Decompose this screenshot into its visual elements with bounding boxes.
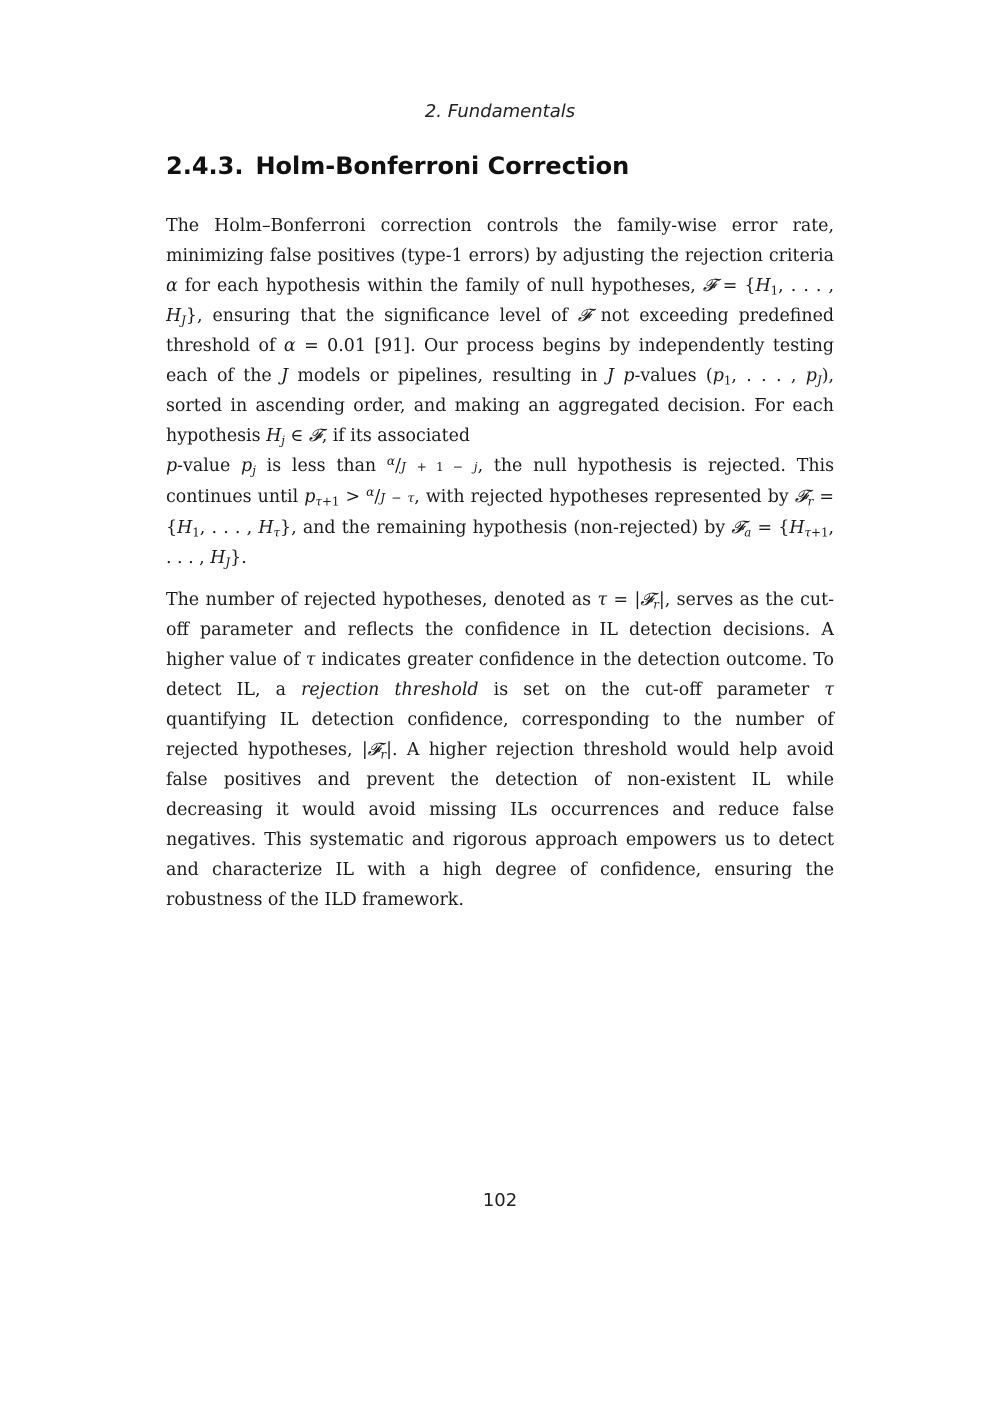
section-number: 2.4.3.	[166, 152, 244, 180]
text-run: models or pipelines, resulting in	[288, 366, 607, 386]
math-p: p	[166, 456, 178, 476]
math-family-definition: 𝓕 = {$H_1$, . . . , $H_J$}	[166, 276, 834, 328]
text-run: The number of rejected hypotheses, denoted as	[166, 590, 598, 610]
text-run: , sorted in ascending order, and making an aggregated decision. For each hypothesis	[166, 366, 835, 446]
math-pvalues-tuple: ($p_1$, . . . , $p_J$)	[705, 366, 829, 388]
text-run: , and the remaining hypothesis (non-rejected) by	[291, 518, 732, 538]
math-tau: τ	[824, 680, 834, 700]
math-threshold-j: $^\alpha$/J + 1 − j	[386, 453, 478, 476]
math-Fa-definition: 𝓕$_a$ = {$H_{\tau+1}$, . . . , $H_J$}	[166, 518, 835, 570]
term-rejection-threshold: rejection threshold	[301, 680, 479, 700]
text-run: quantifying IL detection confidence, corresponding to the number of rejected hypotheses,	[166, 710, 834, 760]
math-Fr-abs: |𝓕$_r$|	[361, 740, 393, 762]
math-Fr-definition: 𝓕$_r$ = {$H_1$, . . . , $H_\tau$}	[166, 487, 834, 540]
running-header: 2. Fundamentals	[424, 101, 576, 122]
math-alpha: α	[166, 276, 178, 296]
text-run: , with rejected hypotheses represented by	[414, 487, 795, 507]
math-tau-definition: τ = |𝓕$_r$|	[597, 590, 665, 612]
paragraph-1	[166, 211, 834, 573]
math-family-symbol: 𝓕	[577, 306, 591, 326]
text-run: is less than	[255, 456, 387, 476]
text-run: . Our process begins by independently testing each of the	[166, 336, 835, 386]
text-run: for each hypothesis within the family of null hypotheses,	[177, 276, 703, 296]
text-run: .	[241, 548, 247, 568]
text-run: , the null hypothesis is rejected. This continues until	[166, 456, 835, 507]
body-text	[166, 211, 834, 927]
text-run: -value	[177, 456, 242, 476]
math-stop-condition: $p_{\tau+1} > ^\alpha/J - \tau$	[304, 484, 415, 509]
text-run: , if its associated	[321, 426, 471, 446]
math-J: J	[281, 366, 289, 386]
section-heading	[166, 152, 629, 180]
math-pj: $p_j$	[241, 456, 256, 478]
text-run: -values	[634, 366, 706, 386]
page-number: 102	[482, 1190, 518, 1211]
text-run: is set on the cut-off parameter	[478, 680, 825, 700]
math-J-p: J p	[607, 366, 635, 386]
text-run: not exceeding predefined threshold of	[166, 306, 835, 356]
math-alpha-threshold: α = 0.01	[283, 336, 366, 356]
math-Hj-in-F: $H_j$ ∈ 𝓕	[266, 426, 322, 448]
text-run: . A higher rejection threshold would help avoid false positives and prevent the detection of non-existent IL while decreasing it would avoid missing ILs occurrences and reduce false negatives. This systematic and rigorous approach empowers us to detect and characterize IL with a high degree of confidence, ensuring the robustness of the ILD framework.	[166, 740, 834, 910]
section-title: Holm-Bonferroni Correction	[255, 152, 630, 180]
text-run: indicates greater confidence in the detection outcome. To detect IL, a	[166, 650, 835, 700]
paragraph-2	[166, 585, 834, 915]
text-run: , serves as the cut-off parameter and reflects the confidence in IL detection decisions. A higher value of	[166, 590, 834, 670]
text-run: The Holm–Bonferroni correction controls the family-wise error rate, minimizing false positives (type-1 errors) by adjusting the rejection criteria	[166, 216, 834, 266]
citation: [91]	[374, 336, 411, 356]
text-run: , ensuring that the significance level of	[197, 306, 578, 326]
math-tau: τ	[305, 650, 316, 670]
